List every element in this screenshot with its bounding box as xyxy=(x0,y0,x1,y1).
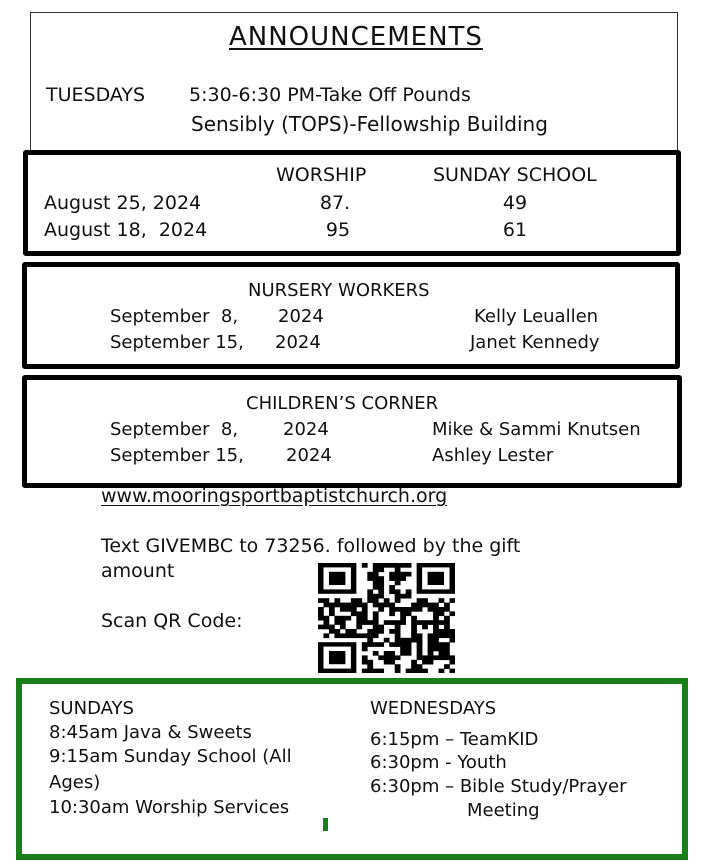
nursery-name: Kelly Leuallen xyxy=(474,306,599,327)
sundays-title: SUNDAYS xyxy=(49,698,134,719)
attendance-worship-value: 87. xyxy=(319,192,351,214)
qr-code-icon[interactable] xyxy=(318,563,455,673)
attendance-date: August 18, 2024 xyxy=(44,219,208,241)
childrens-corner-title: CHILDREN’S CORNER xyxy=(246,393,439,414)
wednesday-item: Meeting xyxy=(467,800,540,821)
nursery-date: September 8, xyxy=(110,306,239,327)
tops-line-1: 5:30-6:30 PM-Take Off Pounds xyxy=(189,84,471,106)
nursery-year: 2024 xyxy=(275,332,321,353)
tops-line-2: Sensibly (TOPS)-Fellowship Building xyxy=(191,112,548,136)
sunday-item: 10:30am Worship Services xyxy=(49,797,290,818)
childrens-date: September 8, xyxy=(110,419,239,440)
childrens-year: 2024 xyxy=(286,445,332,466)
wednesday-item: 6:30pm - Youth xyxy=(370,752,507,773)
sunday-school-header: SUNDAY SCHOOL xyxy=(433,164,597,186)
attendance-school-value: 49 xyxy=(502,192,528,214)
childrens-date: September 15, xyxy=(110,445,244,466)
childrens-name: Ashley Lester xyxy=(432,445,554,466)
wednesdays-title: WEDNESDAYS xyxy=(370,698,497,719)
church-website-link[interactable]: www.mooringsportbaptistchurch.org xyxy=(101,485,448,507)
nursery-year: 2024 xyxy=(278,306,324,327)
attendance-date: August 25, 2024 xyxy=(44,192,202,214)
sunday-item: 8:45am Java & Sweets xyxy=(49,722,252,743)
attendance-school-value: 61 xyxy=(502,219,528,241)
nursery-date: September 15, xyxy=(110,332,244,353)
text-to-give-line-1: Text GIVEMBC to 73256. followed by the gift xyxy=(101,535,521,557)
sunday-item: 9:15am Sunday School (All xyxy=(49,746,292,767)
wednesday-item: 6:15pm – TeamKID xyxy=(370,729,539,750)
text-to-give-line-2: amount xyxy=(101,560,175,582)
wednesday-item: 6:30pm – Bible Study/Prayer xyxy=(370,776,627,797)
worship-header: WORSHIP xyxy=(276,164,367,186)
childrens-name: Mike & Sammi Knutsen xyxy=(432,419,641,440)
green-marker xyxy=(323,818,328,831)
attendance-worship-value: 95 xyxy=(325,219,351,241)
tuesdays-label: TUESDAYS xyxy=(46,84,146,106)
sunday-item: Ages) xyxy=(49,772,101,793)
nursery-name: Janet Kennedy xyxy=(470,332,600,353)
scan-qr-label: Scan QR Code: xyxy=(101,610,243,632)
childrens-year: 2024 xyxy=(283,419,329,440)
announcements-title: ANNOUNCEMENTS xyxy=(229,22,483,52)
nursery-title: NURSERY WORKERS xyxy=(248,280,430,301)
